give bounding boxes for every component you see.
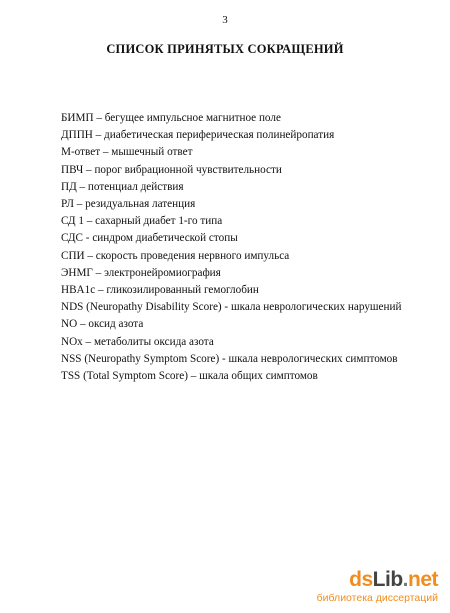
logo-net: net (408, 568, 438, 591)
abbreviation-item: ПД – потенциал действия (61, 180, 184, 193)
abbreviation-item: СПИ – скорость проведения нервного импульса (61, 249, 290, 262)
abbreviation-list (61, 110, 441, 385)
abbreviation-item: TSS (Total Symptom Score) – шкала общих симптомов (61, 370, 318, 383)
abbreviation-item: ЭНМГ – электронейромиография (61, 266, 221, 279)
abbreviation-item: М-ответ – мышечный ответ (61, 146, 193, 159)
abbreviation-item: NSS (Neuropathy Symptom Score) - шкала неврологических симптомов (61, 352, 398, 365)
abbreviation-item: NO – оксид азота (61, 318, 144, 331)
abbreviation-item: БИМП – бегущее импульсное магнитное поле (61, 112, 281, 124)
abbreviation-item: ДППН – диабетическая периферическая полинейропатия (61, 129, 335, 142)
logo-dot: . (402, 568, 408, 591)
abbreviation-item: NDS (Neuropathy Disability Score) - шкала неврологических нарушений (61, 301, 402, 314)
abbreviation-item: ПВЧ – порог вибрационной чувствительности (61, 163, 282, 176)
abbreviation-item: СДС - синдром диабетической стопы (61, 232, 238, 245)
dslib-logo (317, 569, 438, 591)
abbreviation-item: HBA1c – гликозилированный гемоглобин (61, 284, 259, 297)
page-number: 3 (222, 14, 228, 26)
page-title: СПИСОК ПРИНЯТЫХ СОКРАЩЕНИЙ (106, 42, 344, 56)
abbreviation-item: РЛ – резидуальная латенция (61, 198, 196, 211)
abbreviation-item: NOx – метаболиты оксида азота (61, 335, 214, 348)
dslib-watermark[interactable] (317, 569, 438, 605)
logo-lib: Lib (372, 568, 403, 591)
abbreviation-item: СД 1 – сахарный диабет 1-го типа (61, 215, 223, 228)
logo-ds: ds (349, 568, 373, 591)
watermark-tagline: библиотека диссертаций (316, 592, 438, 604)
